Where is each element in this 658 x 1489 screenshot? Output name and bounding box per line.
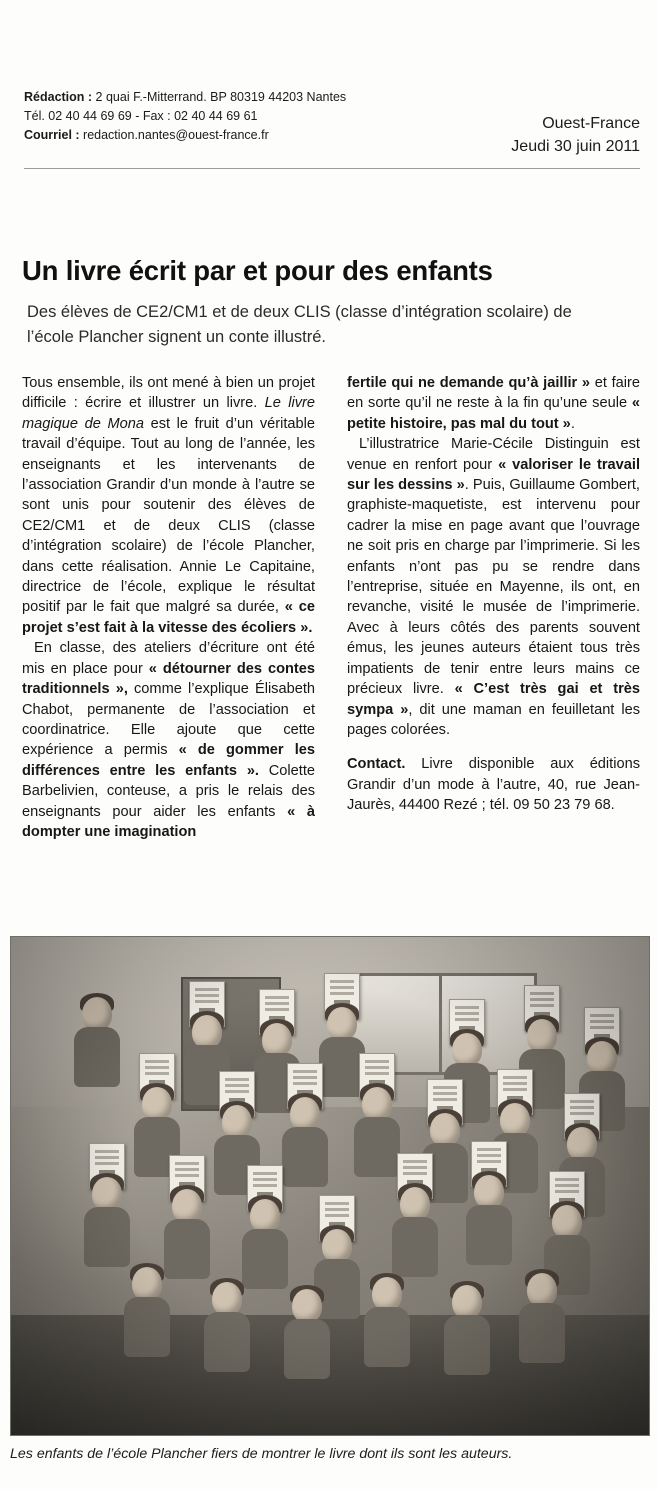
article-column-left xyxy=(22,373,315,842)
article-body xyxy=(22,373,640,933)
publication-date: Jeudi 30 juin 2011 xyxy=(511,138,640,155)
masthead-divider xyxy=(24,168,640,169)
article-photo xyxy=(10,936,650,1436)
masthead-address-line xyxy=(24,88,346,107)
masthead-email-text[interactable]: redaction.nantes@ouest-france.fr xyxy=(79,128,269,142)
paragraph: Tous ensemble, ils ont mené à bien un projet difficile : écrire et illustrer un livre. Le livre magique de Mona est le fruit d’un véritable travail d’équipe. Tout au long de l’année, les enseignants et les intervenants de l’association Grandir d’un monde à l’autre se sont unis pour soutenir des élèves de CE2/CM1 et de deux CLIS (classe d’intégration scolaire) de l’école Plancher, dans cette réalisation. Annie Le Capitaine, directrice de l’école, explique le résultat positif par le fait que malgré sa durée, « ce projet s’est fait à la vitesse des écoliers ». xyxy=(22,375,316,636)
masthead-address-text: 2 quai F.-Mitterrand. BP 80319 44203 Nantes xyxy=(92,90,347,104)
masthead-email-line xyxy=(24,126,346,145)
paragraph: fertile qui ne demande qu’à jaillir » et faire en sorte qu’il ne reste à la fin qu’une seule « petite histoire, pas mal du tout ». xyxy=(347,375,640,432)
contact-text: Livre disponible aux éditions Grandir d’un mode à l’autre, 40, rue Jean-Jaurès, 44400 Rezé ; tél. 09 50 23 79 68. xyxy=(347,756,640,814)
page-title: Un livre écrit par et pour des enfants xyxy=(22,255,493,286)
article-column-right xyxy=(347,373,640,816)
photo-vignette xyxy=(11,937,649,1435)
paragraph: L’illustratrice Marie-Cécile Distinguin est venue en renfort pour « valoriser le travail sur les dessins ». Puis, Guillaume Gombert, graphiste-maquetiste, est intervenu pour cadrer la mise en page avant que l’ouvrage ne soit pris en charge par l’imprimerie. Si les enfants n’ont pas pu se rendre dans l’entreprise, située en Mayenne, ils ont, en revanche, visité le musée de l’imprimerie. Avec à leurs côtés des parents souvent émus, les jeunes auteurs étaient tous très impatients de tenir entre leurs mains ce précieux livre. « C’est très gai et très sympa », dit une maman en feuilletant les pages colorées. xyxy=(347,436,641,738)
contact-label: Contact. xyxy=(347,756,406,773)
photo-caption: Les enfants de l’école Plancher fiers de montrer le livre dont ils sont les auteurs. xyxy=(10,1446,513,1462)
masthead xyxy=(24,88,640,160)
paragraph: En classe, des ateliers d’écriture ont été mis en place pour « détourner des contes traditionnels », comme l’explique Élisabeth Chabot, permanente de l’association et coordinatrice. Elle ajoute que cette expérience a permis « de gommer les différences entre les enfants ». Colette Barbelivien, conteuse, a pris le relais des enseignants pour aider les enfants « à dompter une imagination xyxy=(22,640,316,840)
masthead-phone-line: Tél. 02 40 44 69 69 - Fax : 02 40 44 69 61 xyxy=(24,109,258,123)
publication-name: Ouest-France xyxy=(542,115,640,132)
masthead-courriel-label: Courriel : xyxy=(24,128,80,142)
masthead-contact-block xyxy=(24,88,346,145)
contact-paragraph xyxy=(347,754,640,815)
masthead-publication-block xyxy=(511,112,640,158)
article-standfirst: Des élèves de CE2/CM1 et de deux CLIS (classe d’intégration scolaire) de l’école Plancher signent un conte illustré. xyxy=(27,303,572,346)
masthead-redaction-label: Rédaction : xyxy=(24,90,93,104)
